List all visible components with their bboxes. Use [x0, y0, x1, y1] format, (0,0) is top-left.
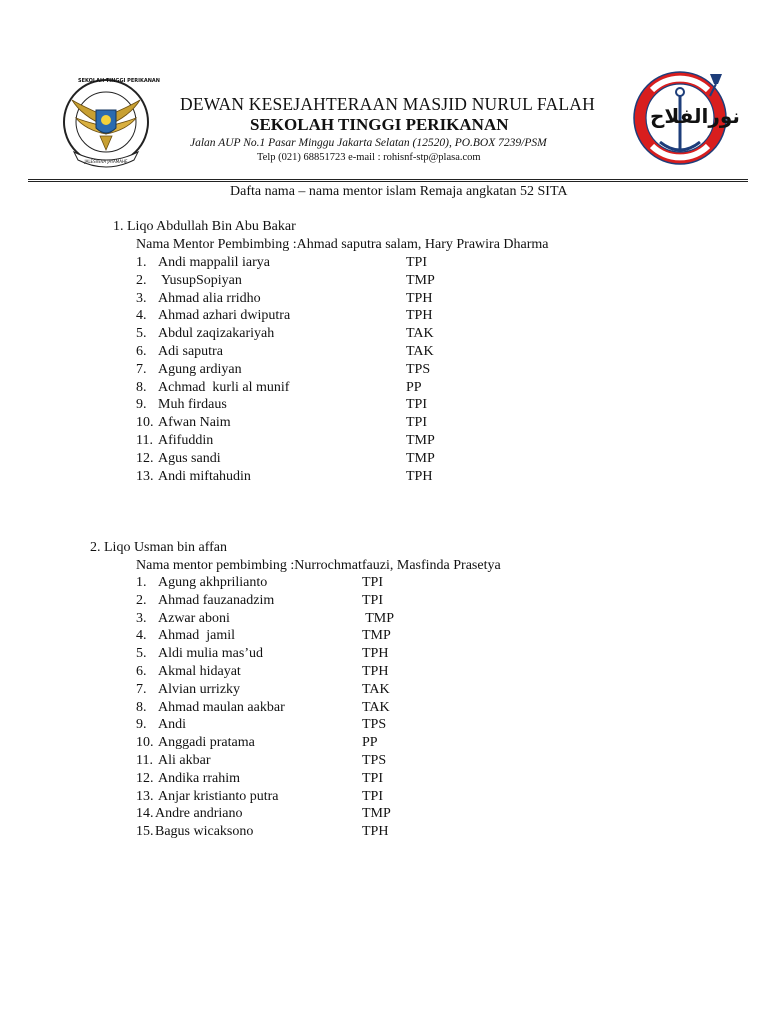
list-item — [136, 326, 436, 344]
member-name: Andre andriano — [155, 806, 243, 822]
member-name: YusupSopiyan — [158, 272, 242, 288]
list-item — [136, 806, 436, 824]
item-number: 11. — [136, 433, 153, 448]
list-item — [136, 753, 436, 771]
member-code: TPI — [406, 255, 427, 270]
member-name: Adi saputra — [158, 344, 223, 359]
item-number: 2. — [136, 592, 147, 608]
member-name: Akmal hidayat — [158, 664, 241, 679]
item-number: 2. — [136, 272, 147, 288]
list-item — [136, 575, 436, 593]
item-number: 13. — [136, 468, 154, 484]
document-title: Dafta nama – nama mentor islam Remaja angkatan 52 SITA — [230, 184, 568, 199]
member-name: Agus sandi — [158, 450, 221, 466]
item-number: 9. — [136, 717, 147, 733]
member-name: Alvian urrizky — [158, 681, 241, 697]
member-code: PP — [406, 379, 422, 395]
item-number: 10. — [136, 735, 154, 751]
member-code: TPI — [362, 592, 383, 608]
list-item — [136, 433, 436, 451]
member-code: TPI — [362, 770, 383, 786]
section-heading: 1. Liqo Abdullah Bin Abu Bakar — [113, 219, 296, 234]
member-name: Ahmad maulan aakbar — [158, 699, 285, 715]
list-item — [136, 593, 436, 611]
item-number: 12. — [136, 450, 154, 466]
list-item — [136, 469, 436, 487]
member-code: TPH — [362, 664, 389, 679]
member-code: TAK — [362, 699, 390, 715]
school-title: SEKOLAH TINGGI PERIKANAN — [250, 115, 509, 134]
member-code: TPH — [406, 308, 433, 324]
member-code: TMP — [362, 610, 395, 626]
header-divider-bottom — [28, 181, 748, 182]
item-number: 5. — [136, 326, 147, 342]
member-code: TMP — [406, 272, 435, 288]
member-name: Aldi mulia mas’ud — [158, 646, 263, 662]
arabic-logo-text: نورالفلاح — [650, 104, 740, 128]
list-item — [136, 344, 436, 362]
item-number: 8. — [136, 699, 147, 715]
emblem-top-text: SEKOLAH TINGGI PERIKANAN — [78, 78, 160, 84]
member-code: TPS — [362, 717, 387, 733]
item-number: 6. — [136, 344, 147, 359]
member-code: TPI — [406, 397, 427, 413]
list-item — [136, 273, 436, 291]
list-item — [136, 362, 436, 380]
list-item — [136, 664, 436, 682]
list-item — [136, 397, 436, 415]
item-number: 1. — [136, 575, 147, 590]
member-code: TAK — [362, 681, 390, 697]
mentor-line: Nama mentor pembimbing :Nurrochmatfauzi, Masfinda Prasetya — [136, 558, 501, 573]
list-item — [136, 380, 436, 398]
item-number: 9. — [136, 397, 147, 413]
member-code: TPI — [362, 575, 383, 590]
member-name: Ahmad alia rridho — [158, 290, 261, 306]
item-number: 5. — [136, 646, 147, 662]
list-item — [136, 824, 436, 842]
member-code: PP — [362, 735, 378, 751]
member-name: Andi mappalil iarya — [158, 255, 270, 270]
item-number: 4. — [136, 628, 147, 644]
member-name: Andi miftahudin — [158, 468, 251, 484]
header-divider-top — [28, 179, 748, 180]
list-item — [136, 308, 436, 326]
list-item — [136, 255, 436, 273]
member-name: Abdul zaqizakariyah — [158, 326, 275, 342]
member-name: Agung ardiyan — [158, 361, 242, 377]
list-item — [136, 700, 436, 718]
member-name: Bagus wicaksono — [155, 824, 254, 840]
item-number: 13. — [136, 788, 154, 804]
list-item — [136, 415, 436, 433]
item-number: 6. — [136, 664, 147, 679]
member-code: TPI — [406, 415, 427, 431]
mentor-line: Nama Mentor Pembimbing :Ahmad saputra salam, Hary Prawira Dharma — [136, 237, 549, 252]
member-code: TMP — [362, 628, 391, 644]
list-item — [136, 717, 436, 735]
member-name: Achmad kurli al munif — [158, 379, 290, 395]
member-name: Ahmad fauzanadzim — [158, 592, 275, 608]
item-number: 8. — [136, 379, 147, 395]
nurul-falah-logo — [630, 66, 740, 166]
emblem-motto-text: JALESVEVA JAYAMAHE — [84, 159, 128, 164]
list-item — [136, 789, 436, 807]
member-name: Anggadi pratama — [158, 735, 255, 751]
member-code: TMP — [406, 450, 435, 466]
list-item — [136, 628, 436, 646]
member-code: TPH — [406, 468, 433, 484]
item-number: 14. — [136, 806, 154, 822]
item-number: 12. — [136, 770, 154, 786]
member-code: TAK — [406, 344, 434, 359]
item-number: 4. — [136, 308, 147, 324]
member-code: TPI — [362, 788, 383, 804]
member-name: Afifuddin — [158, 433, 214, 448]
item-number: 3. — [136, 290, 147, 306]
member-name: Anjar kristianto putra — [158, 788, 279, 804]
list-item — [136, 611, 436, 629]
list-item — [136, 771, 436, 789]
member-name: Afwan Naim — [158, 415, 231, 431]
member-name: Agung akhprilianto — [158, 575, 268, 590]
member-code: TPH — [362, 646, 389, 662]
member-name: Andika rrahim — [158, 770, 241, 786]
member-code: TPH — [406, 290, 433, 306]
member-name: Muh firdaus — [158, 397, 227, 413]
list-item — [136, 646, 436, 664]
item-number: 10. — [136, 415, 154, 431]
item-number: 7. — [136, 681, 147, 697]
item-number: 11. — [136, 753, 153, 768]
list-item — [136, 682, 436, 700]
member-code: TPH — [362, 824, 389, 840]
list-item — [136, 735, 436, 753]
item-number: 15. — [136, 824, 154, 840]
list-item — [136, 291, 436, 309]
contact-line: Telp (021) 68851723 e-mail : rohisnf-stp@plasa.com — [257, 152, 481, 163]
member-code: TMP — [362, 806, 391, 822]
member-code: TPS — [362, 753, 387, 768]
member-code: TPS — [406, 361, 431, 377]
address-line: Jalan AUP No.1 Pasar Minggu Jakarta Selatan (12520), PO.BOX 7239/PSM — [190, 137, 547, 149]
member-name: Ahmad jamil — [158, 628, 235, 644]
member-name: Ali akbar — [158, 753, 211, 768]
item-number: 3. — [136, 610, 147, 626]
member-code: TMP — [406, 433, 435, 448]
member-name: Azwar aboni — [158, 610, 230, 626]
member-code: TAK — [406, 326, 434, 342]
member-name: Ahmad azhari dwiputra — [158, 308, 291, 324]
member-name: Andi — [158, 717, 186, 733]
item-number: 7. — [136, 361, 147, 377]
item-number: 1. — [136, 255, 147, 270]
list-item — [136, 451, 436, 469]
org-title: DEWAN KESEJAHTERAAN MASJID NURUL FALAH — [180, 94, 595, 114]
section-heading: 2. Liqo Usman bin affan — [90, 540, 227, 555]
school-emblem-logo — [60, 76, 160, 172]
